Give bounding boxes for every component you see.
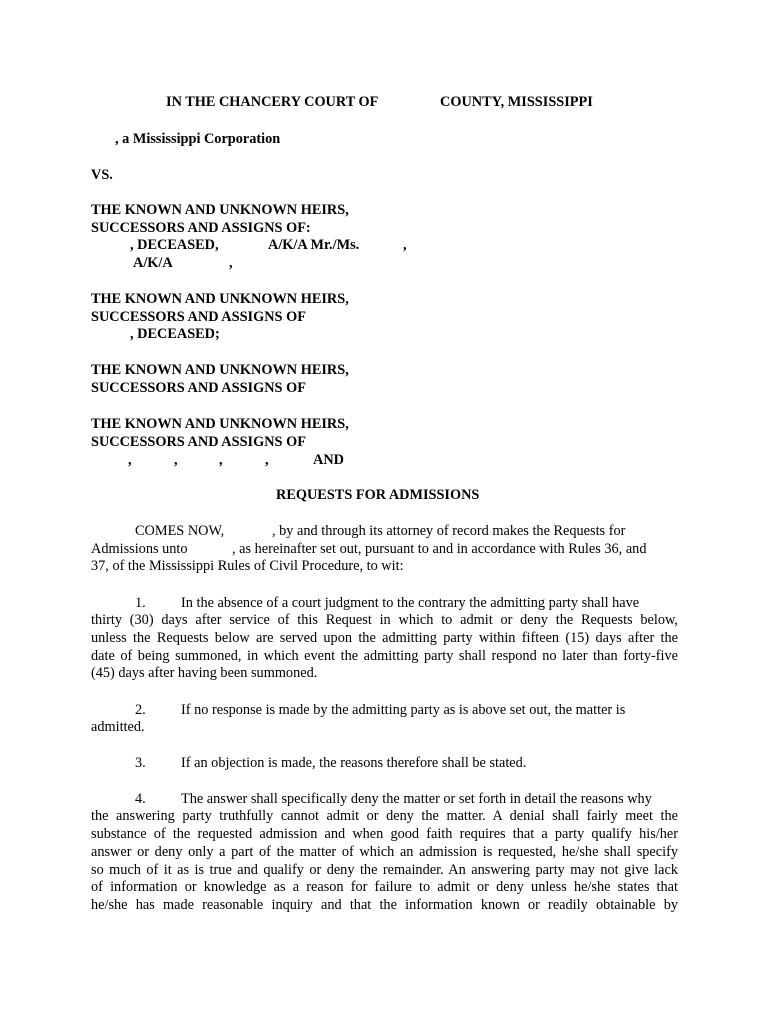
document-title: REQUESTS FOR ADMISSIONS (276, 487, 480, 503)
item-text: If no response is made by the admitting party as is above set out, the matter is (181, 702, 626, 718)
intro-text: 37, of the Mississippi Rules of Civil Procedure, to wit: (91, 558, 404, 574)
item-number: 3. (135, 755, 146, 771)
item-text: of information or knowledge as a reason for failure to admit or deny unless he/she states that (91, 879, 678, 895)
item-text: In the absence of a court judgment to the contrary the admitting party shall have (181, 595, 640, 611)
item-text: If an objection is made, the reasons therefore shall be stated. (181, 755, 527, 771)
defendant-comma: , (403, 237, 407, 253)
item-text: answer or deny only a part of the matter of which an admission is requested, he/she shall specify (91, 844, 678, 860)
defendant-heirs-line: THE KNOWN AND UNKNOWN HEIRS, (91, 291, 349, 307)
item-text: thirty (30) days after service of this Request in which to admit or deny the Requests below, (91, 612, 678, 628)
defendant-heirs-line: THE KNOWN AND UNKNOWN HEIRS, (91, 202, 349, 218)
item-text: substance of the requested admission and when good faith requires that a party qualify his/her (91, 826, 678, 842)
item-text: the answering party truthfully cannot admit or deny the matter. A denial shall fairly meet the (91, 808, 678, 824)
item-number: 2. (135, 702, 146, 718)
defendant-comma: , (128, 452, 132, 468)
defendant-aka: A/K/A (133, 255, 173, 271)
defendant-deceased: , DECEASED; (130, 326, 220, 342)
defendant-comma: , (265, 452, 269, 468)
court-name-prefix: IN THE CHANCERY COURT OF (166, 94, 379, 110)
intro-text: , as hereinafter set out, pursuant to and in accordance with Rules 36, and (232, 541, 647, 557)
defendant-heirs-line: THE KNOWN AND UNKNOWN HEIRS, (91, 362, 349, 378)
defendant-assigns-line: SUCCESSORS AND ASSIGNS OF (91, 434, 306, 450)
plaintiff-name: , a Mississippi Corporation (115, 131, 281, 147)
defendant-and: AND (313, 452, 344, 468)
item-text: The answer shall specifically deny the matter or set forth in detail the reasons why (181, 791, 652, 807)
defendant-assigns-line: SUCCESSORS AND ASSIGNS OF: (91, 220, 311, 236)
item-number: 1. (135, 595, 146, 611)
defendant-assigns-line: SUCCESSORS AND ASSIGNS OF (91, 309, 306, 325)
defendant-assigns-line: SUCCESSORS AND ASSIGNS OF (91, 380, 306, 396)
defendant-comma: , (229, 255, 233, 271)
intro-text: , by and through its attorney of record makes the Requests for (272, 523, 626, 539)
defendant-aka: A/K/A Mr./Ms. (268, 237, 360, 253)
defendant-comma: , (174, 452, 178, 468)
item-text: (45) days after having been summoned. (91, 665, 318, 681)
defendant-deceased: , DECEASED, (130, 237, 219, 253)
versus-label: VS. (91, 167, 113, 183)
item-text: admitted. (91, 719, 145, 735)
defendant-heirs-line: THE KNOWN AND UNKNOWN HEIRS, (91, 416, 349, 432)
item-text: he/she has made reasonable inquiry and that the information known or readily obtainable by (91, 897, 678, 913)
court-name-suffix: COUNTY, MISSISSIPPI (440, 94, 593, 110)
item-text: so much of it as is true and qualify or deny the remainder. An answering party may not give lack (91, 862, 678, 878)
defendant-comma: , (219, 452, 223, 468)
intro-text: COMES NOW, (135, 523, 225, 539)
intro-text: Admissions unto (91, 541, 188, 557)
item-text: date of being summoned, in which event the admitting party shall respond no later than forty-five (91, 648, 678, 664)
item-text: unless the Requests below are served upon the admitting party within fifteen (15) days after the (91, 630, 678, 646)
item-number: 4. (135, 791, 146, 807)
